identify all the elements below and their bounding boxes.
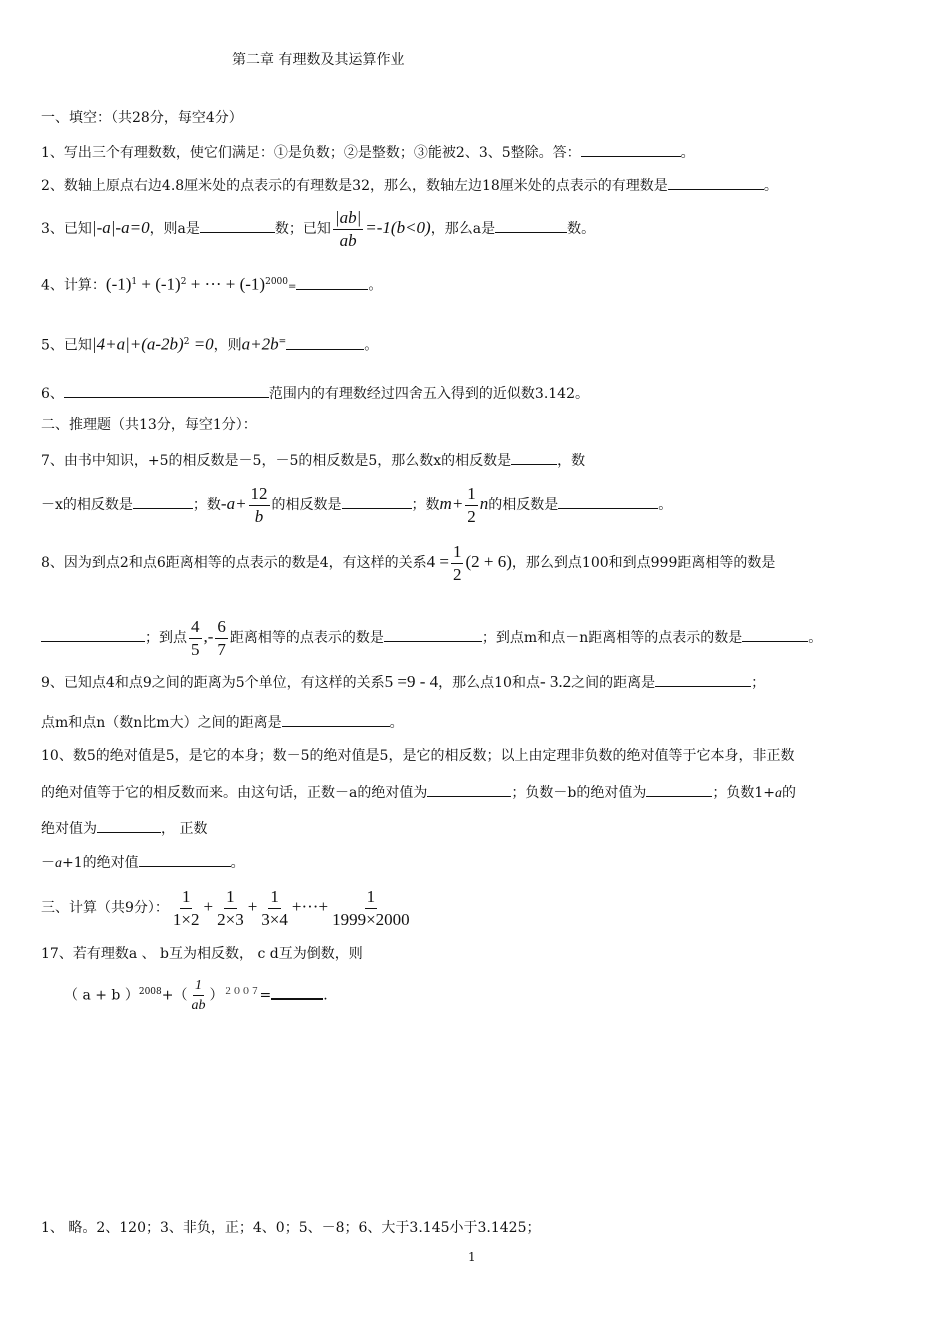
question-7: 7、由书中知识，+5的相反数是－5，－5的相反数是5，那么数x的相反数是 ，数 [41, 450, 585, 471]
page-number: 1 [468, 1250, 476, 1264]
question-9-cont: 点m和点n（数n比m大）之间的距离是 。 [41, 712, 404, 733]
question-17: 17、若有理数a 、 b互为相反数， c d互为倒数，则 [41, 946, 363, 962]
question-1: 1、写出三个有理数数，使它们满足：①是负数；②是整数；③能被2、3、5整除。答： 。 [41, 142, 695, 163]
question-7-cont: －x的相反数是 ；数-a+ $\frac{12}{b}$ 的相反数是 ；数m+ $\frac{1}{2}$ n的相反数是 。 [41, 483, 673, 526]
question-2: 2、数轴上原点右边4.8厘米处的点表示的有理数是32，那么，数轴左边18厘米处的点表示的有理数是 。 [41, 175, 778, 196]
page-title: 第二章 有理数及其运算作业 [232, 52, 405, 68]
section-3-heading: 三、计算（共9分）： $\frac{1}{1\times 2}$ + $\frac{1}{2\times 3}$ + $\frac{1}{3\times 4}$ +···+ $\frac{1}{1999\times 2000}$ [41, 886, 410, 929]
question-8-cont: ；到点 $\frac{4}{5}$ ,- $\frac{6}{7}$ 距离相等的点表示的数是 ；到点m和点－n距离相等的点表示的数是 。 [41, 614, 822, 661]
question-10-line-3: 绝对值为 ， 正数 [41, 818, 207, 839]
question-10-line-4: －a+1的绝对值 。 [41, 852, 245, 874]
question-10-line-1: 10、数5的绝对值是5，是它的本身；数－5的绝对值是5，是它的相反数；以上由定理非负数的绝对值等于它本身，非正数 [41, 748, 795, 764]
section-2-heading: 二、推理题（共13分，每空1分）： [41, 417, 257, 433]
question-8: 8、因为到点2和点6距离相等的点表示的数是4，有这样的关系4 = $\frac{1}{2}$ (2 + 6)，那么到点100和到点999距离相等的数是 [41, 541, 776, 584]
question-10-line-2: 的绝对值等于它的相反数而来。由这句话，正数－a的绝对值为 ；负数－b的绝对值为 ；负数1+a的 [41, 782, 796, 804]
question-4: 4、计算：$(-1)^1 + (-1)^2$ + ··· + $(-1)^{2000}=$ 。 [41, 274, 383, 294]
question-5: 5、已知$|4+a|+(a-2b)^2 =0$，则a+2b= 。 [41, 334, 379, 354]
section-1-heading: 一、填空：（共28分，每空4分） [41, 110, 243, 126]
question-9: 9、已知点4和点9之间的距离为5个单位，有这样的关系5 =9 - 4，那么点10和点- 3.2之间的距离是 ； [41, 672, 766, 691]
question-3: 3、已知|-a|-a=0，则a是 数；已知 $\frac{|ab|}{ab}$ =-1(b<0)，那么a是 数。 [41, 207, 596, 250]
answer-key: 1、 略。2、120；3、非负，正；4、0；5、－8；6、大于3.145小于3.1425； [41, 1220, 541, 1236]
question-17-expression: （ a + b ）$^{2008}$+（ $\frac{1}{ab}$ ）$^{2007}$= . [64, 978, 328, 1014]
question-6: 6、 范围内的有理数经过四舍五入得到的近似数3.142。 [41, 383, 589, 404]
